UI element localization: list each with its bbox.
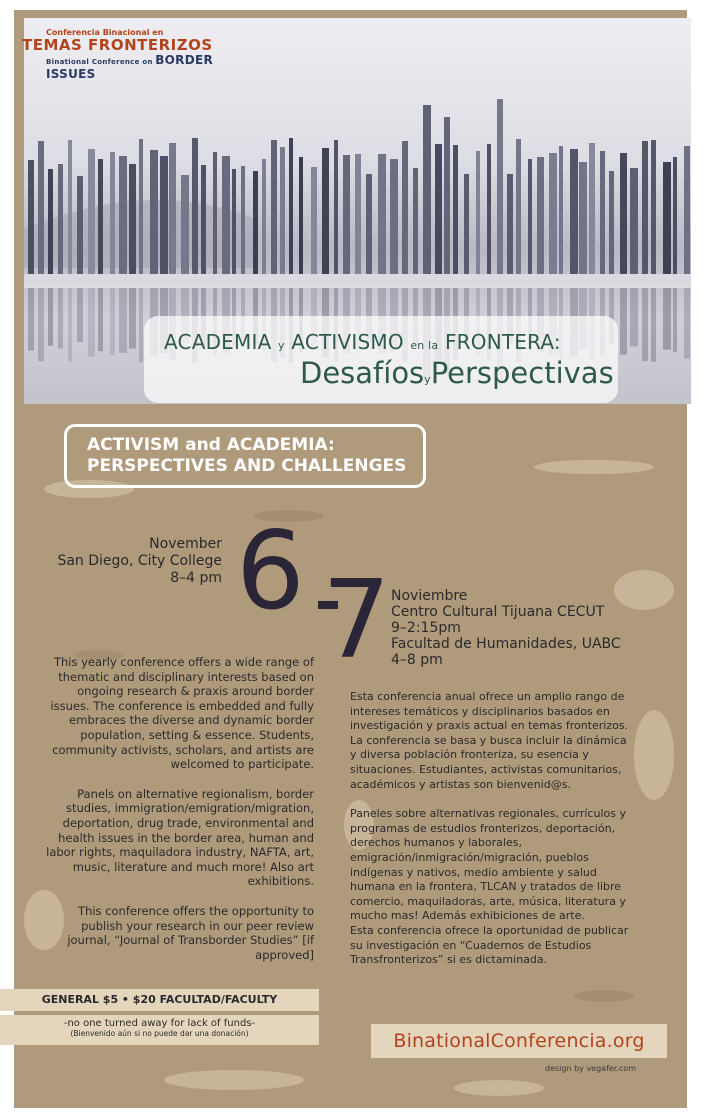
fence-post bbox=[110, 152, 115, 274]
fence-post bbox=[58, 164, 63, 274]
fence-reflection bbox=[630, 288, 638, 346]
price-banner: GENERAL $5 • $20 FACULTAD/FACULTY bbox=[0, 989, 319, 1011]
fence-post bbox=[289, 138, 293, 274]
fence-reflection bbox=[620, 288, 627, 355]
fence-post bbox=[28, 160, 34, 274]
fence-reflection bbox=[642, 288, 648, 361]
san-diego-date: November San Diego, City College 8–4 pm bbox=[57, 536, 222, 586]
fence-post bbox=[579, 162, 587, 274]
title-academia: ACADEMIA bbox=[164, 330, 272, 354]
fence-post bbox=[516, 139, 521, 274]
spanish-title-box bbox=[144, 316, 618, 403]
fence-post bbox=[497, 99, 503, 274]
fence-post bbox=[334, 140, 338, 274]
fence-post bbox=[119, 156, 127, 274]
fence-post bbox=[476, 151, 480, 274]
fence-post bbox=[213, 152, 217, 274]
title-desafios: Desafíos bbox=[300, 356, 425, 390]
fence-post bbox=[487, 144, 491, 274]
spanish-paragraph: Paneles sobre alternativas regionales, currículos y programas de estudios fronterizos, deportación, derechos humanos y laborales, emigración/inmigración/migración, pueblos indígenas y nativos, medio ambiente y salud humana en la frontera, TLCAN y tratados de libre comercio, maquiladoras, arte, música, literatura y mucho mas! Además exhibiciones de arte. bbox=[350, 807, 626, 923]
day-start-numeral: 6 bbox=[236, 509, 305, 634]
fence-post bbox=[311, 167, 317, 274]
title-activismo: ACTIVISMO bbox=[291, 330, 404, 354]
fence-post bbox=[169, 143, 176, 274]
fence-post bbox=[139, 139, 143, 274]
funds-note bbox=[0, 1015, 319, 1045]
fence-post bbox=[663, 162, 671, 274]
fence-post bbox=[88, 149, 95, 274]
fence-post bbox=[413, 168, 418, 274]
spanish-description bbox=[350, 690, 632, 968]
fence-reflection bbox=[58, 288, 63, 349]
tijuana-date: Noviembre Centro Cultural Tijuana CECUT 9–2:15pm Facultad de Humanidades, UABC 4–8 pm bbox=[391, 588, 621, 668]
spanish-paragraph: Esta conferencia anual ofrece un amplio rango de intereses temáticos y disciplinarios basados en investigación y praxis actual en temas fronterizos. La conferencia se basa y busca incluir la dinámica y diversa población fronteriza, su esencia y situaciones. Estudiantes, activistas comunitarios, académicos y artistas son bienvenid@s. bbox=[350, 690, 629, 791]
fence-post bbox=[435, 144, 442, 274]
fence-reflection bbox=[673, 288, 677, 352]
title-y-2: y bbox=[424, 373, 431, 386]
fence-post bbox=[600, 151, 605, 274]
fence-post bbox=[366, 174, 372, 274]
design-credit: design by vegafer.com bbox=[545, 1064, 636, 1073]
fence-post bbox=[38, 141, 44, 274]
logo-line-1: Conferencia Binacional en bbox=[46, 28, 164, 37]
fence-reflection bbox=[38, 288, 44, 361]
fence-post bbox=[630, 168, 638, 274]
fence-post bbox=[129, 164, 136, 274]
fence-post bbox=[299, 157, 303, 274]
title-frontera: FRONTERA: bbox=[444, 330, 561, 354]
fence-post bbox=[201, 165, 206, 274]
texture-spot bbox=[574, 990, 634, 1002]
conference-logo bbox=[22, 28, 252, 81]
fence-post bbox=[232, 169, 236, 274]
fence-reflection bbox=[110, 288, 115, 355]
fence-post bbox=[642, 141, 648, 274]
fence-post bbox=[559, 146, 563, 274]
english-title-box bbox=[64, 424, 426, 488]
fence-reflection bbox=[77, 288, 83, 342]
funds-note-english: -no one turned away for lack of funds- bbox=[63, 1018, 256, 1029]
english-description bbox=[40, 655, 314, 977]
fence-post bbox=[322, 148, 329, 274]
fence-reflection bbox=[88, 288, 95, 357]
fence-post bbox=[537, 157, 544, 274]
english-paragraph: This yearly conference offers a wide range of thematic and disciplinary interests based on ongoing research & praxis around border issues. The conference is embedded and fully embraces the diverse and dynamic border population, setting & essence. Students, community activists, scholars, and artists are welcomed to participate. bbox=[50, 655, 314, 772]
fence-reflection bbox=[48, 288, 53, 346]
fence-post bbox=[241, 166, 245, 274]
fence-reflection bbox=[651, 288, 656, 362]
fence-post bbox=[651, 140, 656, 274]
fence-post bbox=[684, 146, 690, 274]
spanish-paragraph: Esta conferencia ofrece la oportunidad de publicar su investigación en “Cuadernos de Estudios Transfronterizos” si es dictaminada. bbox=[350, 923, 629, 967]
fence-post bbox=[507, 174, 513, 274]
fence-post bbox=[453, 145, 458, 274]
fence-reflection bbox=[98, 288, 103, 351]
fence-post bbox=[570, 149, 578, 274]
fence-post bbox=[222, 156, 230, 274]
texture-spot bbox=[534, 460, 654, 474]
fence-post bbox=[355, 154, 361, 274]
texture-spot bbox=[164, 1070, 304, 1090]
texture-spot bbox=[634, 710, 674, 800]
texture-spot bbox=[614, 570, 674, 610]
title-y: y bbox=[278, 339, 285, 352]
fence-post bbox=[423, 105, 431, 274]
fence-post bbox=[48, 169, 53, 274]
fence-post bbox=[673, 157, 677, 274]
spanish-title-line-1 bbox=[164, 330, 561, 354]
fence-post bbox=[390, 159, 398, 274]
title-en-la: en la bbox=[410, 339, 439, 352]
fence-post bbox=[444, 117, 450, 274]
fence-post bbox=[77, 176, 83, 274]
fence-post bbox=[262, 159, 266, 274]
website-link[interactable]: BinationalConferencia.org bbox=[371, 1024, 667, 1058]
fence-post bbox=[343, 155, 350, 274]
fence-post bbox=[609, 171, 614, 274]
fence-reflection bbox=[684, 288, 690, 358]
english-title: ACTIVISM and ACADEMIA: PERSPECTIVES AND CHALLENGES bbox=[87, 435, 407, 476]
fence-post bbox=[464, 174, 469, 274]
fence-post bbox=[620, 153, 627, 274]
fence-reflection bbox=[28, 288, 34, 351]
fence-post bbox=[378, 154, 386, 274]
fence-post bbox=[181, 175, 189, 274]
fence-reflection bbox=[139, 288, 143, 362]
logo-line-3-pre: Binational Conference on bbox=[46, 58, 153, 66]
day-end-numeral: 7 bbox=[322, 558, 391, 683]
fence-reflection bbox=[129, 288, 136, 349]
fence-post bbox=[160, 156, 168, 274]
fence-reflection bbox=[68, 288, 72, 362]
fence-post bbox=[68, 140, 72, 274]
fence-post bbox=[549, 153, 557, 274]
fence-post bbox=[528, 159, 532, 274]
logo-line-3 bbox=[46, 53, 252, 81]
fence-reflection bbox=[119, 288, 127, 353]
fence-post bbox=[271, 140, 277, 274]
fence-post bbox=[192, 138, 198, 274]
logo-line-3-main: BORDER ISSUES bbox=[46, 53, 214, 81]
english-paragraph: This conference offers the opportunity to publish your research in our peer review journal, “Journal of Transborder Studies” [if approved] bbox=[67, 903, 314, 962]
fence-post bbox=[402, 141, 408, 274]
title-perspectivas: Perspectivas bbox=[430, 356, 614, 390]
fence-post bbox=[98, 159, 103, 274]
texture-spot bbox=[454, 1080, 544, 1096]
fence-post bbox=[253, 171, 258, 274]
fence-reflection bbox=[663, 288, 671, 350]
english-paragraph: Panels on alternative regionalism, border studies, immigration/emigration/migration, deportation, drug trade, environmental and health issues in the border area, human and labor rights, maquiladora industry, NAFTA, art, music, literature and much more! Also art exhibitions. bbox=[46, 786, 314, 889]
funds-note-spanish: (Bienvenido aún si no puede dar una donación) bbox=[70, 1029, 249, 1038]
fence-post bbox=[150, 150, 158, 274]
logo-line-2: TEMAS FRONTERIZOS bbox=[22, 36, 213, 54]
fence-post bbox=[280, 147, 285, 274]
fence-post bbox=[589, 143, 595, 274]
spanish-title-line-2 bbox=[300, 356, 614, 390]
